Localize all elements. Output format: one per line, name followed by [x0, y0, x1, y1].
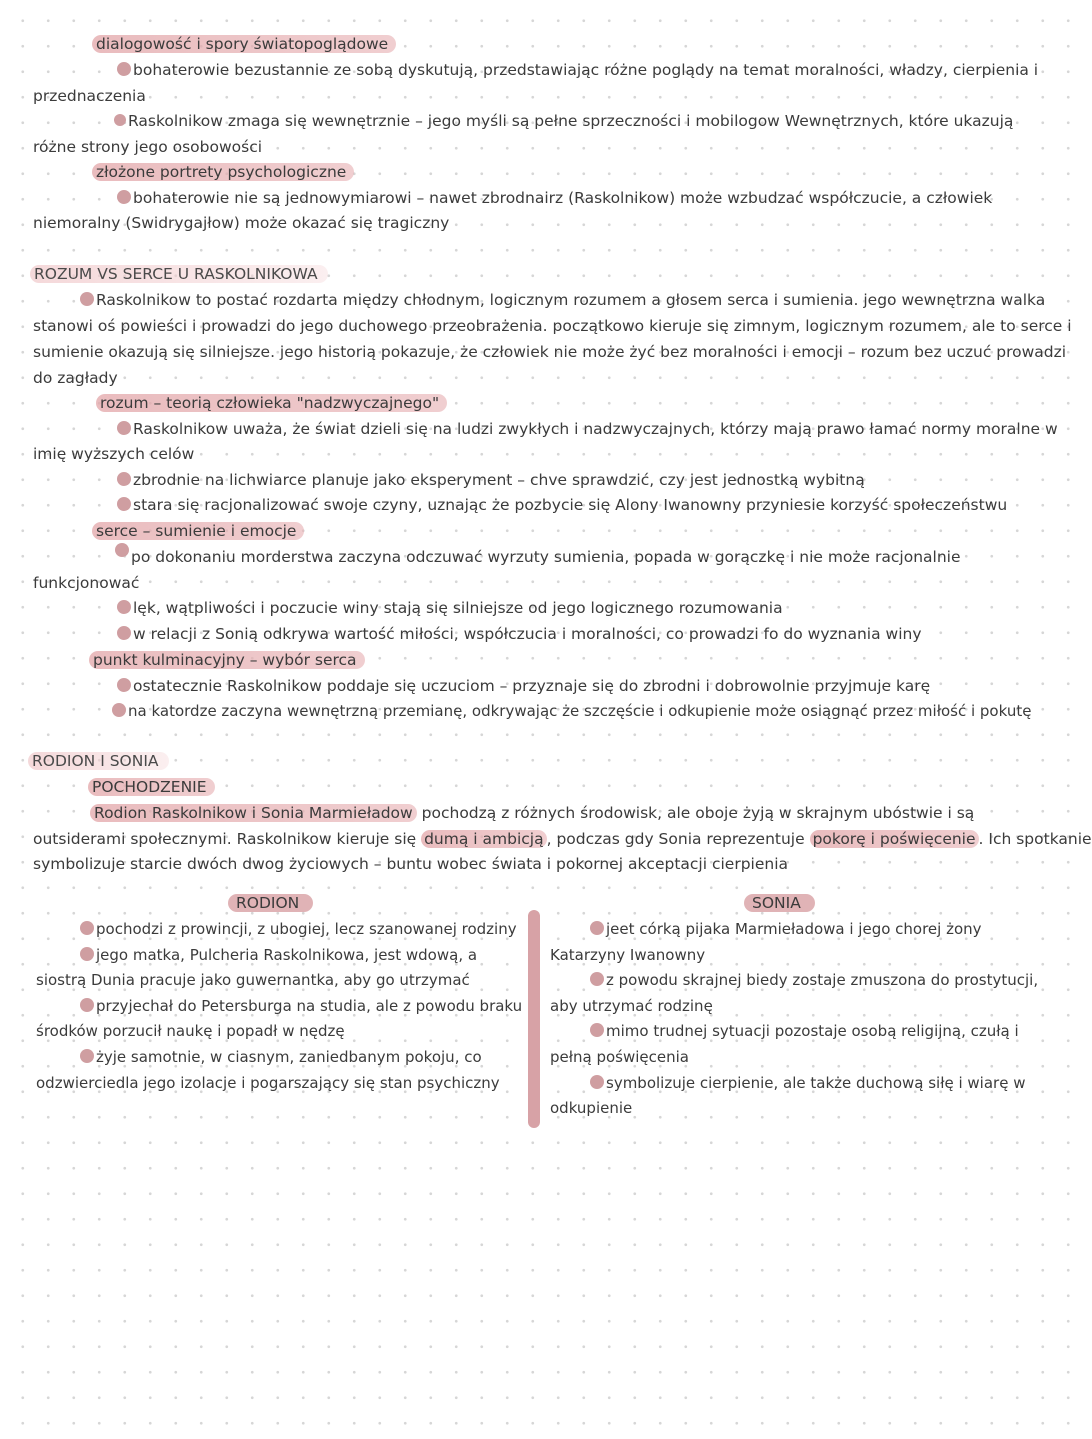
bullet-icon: [117, 678, 131, 692]
text-line: Rodion Raskolnikow i Sonia Marmieładow pochodzą z różnych środowisk, ale oboje żyją w skrajnym ubóstwie i są: [90, 802, 974, 824]
bullet-icon: [114, 114, 126, 126]
rodion-column-title: RODION: [228, 893, 313, 913]
text-line: przednaczenia: [33, 87, 146, 105]
sonia-column-title: SONIA: [744, 893, 815, 913]
subheading-rozum: rozum – teorią człowieka "nadzwyczajnego": [96, 392, 447, 414]
text-line: funkcjonować: [33, 574, 140, 592]
text-line: odzwierciedla jego izolacje i pogarszający się stan psychiczny: [36, 1074, 500, 1092]
text-line: do zagłady: [33, 369, 118, 387]
text-line: pełną poświęcenia: [550, 1048, 689, 1066]
text-line: imię wyższych celów: [33, 445, 195, 463]
column-divider: [528, 910, 540, 1128]
bullet-icon: [590, 972, 604, 986]
text-line: siostrą Dunia pracuje jako guwernantka, aby go utrzymać: [36, 971, 470, 989]
text-line: aby utrzymać rodzinę: [550, 997, 713, 1015]
subheading-punkt-kulminacyjny: punkt kulminacyjny – wybór serca: [89, 649, 365, 671]
list-item: bohaterowie bezustannie ze sobą dyskutują, przedstawiając różne poglądy na temat moralności, władzy, cierpienia i: [117, 59, 1038, 81]
list-item: symbolizuje cierpienie, ale także duchową siłę i wiarę w: [590, 1072, 1025, 1094]
bullet-icon: [80, 921, 94, 935]
list-item: stara się racjonalizować swoje czyny, uznając że pozbycie się Alony Iwanowny przyniesie korzyść społeczeństwu: [117, 494, 1007, 516]
bullet-icon: [590, 921, 604, 935]
list-item: Raskolnikow to postać rozdarta między chłodnym, logicznym rozumem a głosem serca i sumienia. jego wewnętrzna walka: [80, 289, 1045, 311]
text-line: niemoralny (Swidrygajłow) może okazać się tragiczny: [33, 214, 450, 232]
bullet-icon: [117, 472, 131, 486]
bullet-icon: [590, 1075, 604, 1089]
list-item: z powodu skrajnej biedy zostaje zmuszona do prostytucji,: [590, 969, 1038, 991]
subheading-serce: serce – sumienie i emocje: [92, 520, 304, 542]
bullet-icon: [80, 1049, 94, 1063]
subheading-portrety: złożone portrety psychologiczne: [92, 161, 354, 183]
section-title-rodion-i-sonia: RODION I SONIA: [28, 750, 169, 772]
list-item: Raskolnikow uważa, że świat dzieli się na ludzi zwykłych i nadzwyczajnych, którzy mają prawo łamać normy moralne w: [117, 418, 1058, 440]
text-line: outsiderami społecznymi. Raskolnikow kieruje się dumą i ambicją , podczas gdy Sonia reprezentuje pokorę i poświęcenie . Ich spotkanie: [33, 830, 1092, 848]
bullet-icon: [117, 421, 131, 435]
section-title-rozum-vs-serce: ROZUM VS SERCE U RASKOLNIKOWA: [30, 263, 328, 285]
bullet-icon: [80, 998, 94, 1012]
list-item: zbrodnie na lichwiarce planuje jako eksperyment – chve sprawdzić, czy jest jednostką wybitną: [117, 469, 865, 491]
list-item: przyjechał do Petersburga na studia, ale z powodu braku: [80, 995, 522, 1017]
text-line: Katarzyny Iwanowny: [550, 946, 706, 964]
text-line: odkupienie: [550, 1099, 633, 1117]
bullet-icon: [115, 543, 129, 557]
text-line: symbolizuje starcie dwóch dwog życiowych – buntu wobec świata i pokornej akceptacji cierpienia: [33, 855, 789, 873]
list-item: na katordze zaczyna wewnętrzną przemianę, odkrywając że szczęście i odkupienie może osiągnąć przez miłość i pokutę: [112, 700, 1031, 722]
list-item: mimo trudnej sytuacji pozostaje osobą religijną, czułą i: [590, 1020, 1019, 1042]
bullet-icon: [117, 600, 131, 614]
bullet-icon: [112, 703, 126, 717]
list-item: ostatecznie Raskolnikow poddaje się uczuciom – przyznaje się do zbrodni i dobrowolnie przyjmuje karę: [117, 675, 930, 697]
list-item: w relacji z Sonią odkrywa wartość miłości, współczucia i moralności, co prowadzi fo do wyznania winy: [117, 623, 922, 645]
bullet-icon: [117, 62, 131, 76]
text-line: różne strony jego osobowości: [33, 138, 263, 156]
list-item: żyje samotnie, w ciasnym, zaniedbanym pokoju, co: [80, 1046, 482, 1068]
bullet-icon: [117, 497, 131, 511]
list-item: po dokonaniu morderstwa zaczyna odczuwać wyrzuty sumienia, popada w gorączkę i nie może racjonalnie: [115, 546, 961, 568]
list-item: Raskolnikow zmaga się wewnętrznie – jego myśli są pełne sprzeczności i mobilogow Wewnętrznych, które ukazują: [114, 110, 1013, 132]
bullet-icon: [80, 292, 94, 306]
bullet-icon: [80, 947, 94, 961]
subheading-dialogowosc: dialogowość i spory światopoglądowe: [92, 33, 396, 55]
list-item: lęk, wątpliwości i poczucie winy stają się silniejsze od jego logicznego rozumowania: [117, 597, 783, 619]
subheading-pochodzenie: POCHODZENIE: [88, 776, 215, 798]
list-item: bohaterowie nie są jednowymiarowi – nawet zbrodnairz (Raskolnikow) może wzbudzać współczucie, a człowiek: [117, 187, 992, 209]
list-item: jego matka, Pulcheria Raskolnikowa, jest wdową, a: [80, 944, 477, 966]
list-item: jeet córką pijaka Marmieładowa i jego chorej żony: [590, 918, 982, 940]
bullet-icon: [117, 190, 131, 204]
bullet-icon: [590, 1023, 604, 1037]
text-line: środków porzucił naukę i popadł w nędzę: [36, 1022, 345, 1040]
text-line: sumienie okazują się silniejsze. jego historią pokazuje, że człowiek nie może żyć bez moralności i emocji – rozum bez uczuć prowadzi: [33, 343, 1067, 361]
text-line: stanowi oś powieści i prowadzi do jego duchowego przeobrażenia. początkowo kieruje się zimnym, logicznym rozumem, ale to serce i: [33, 317, 1072, 335]
list-item: pochodzi z prowincji, z ubogiej, lecz szanowanej rodziny: [80, 918, 517, 940]
bullet-icon: [117, 626, 131, 640]
